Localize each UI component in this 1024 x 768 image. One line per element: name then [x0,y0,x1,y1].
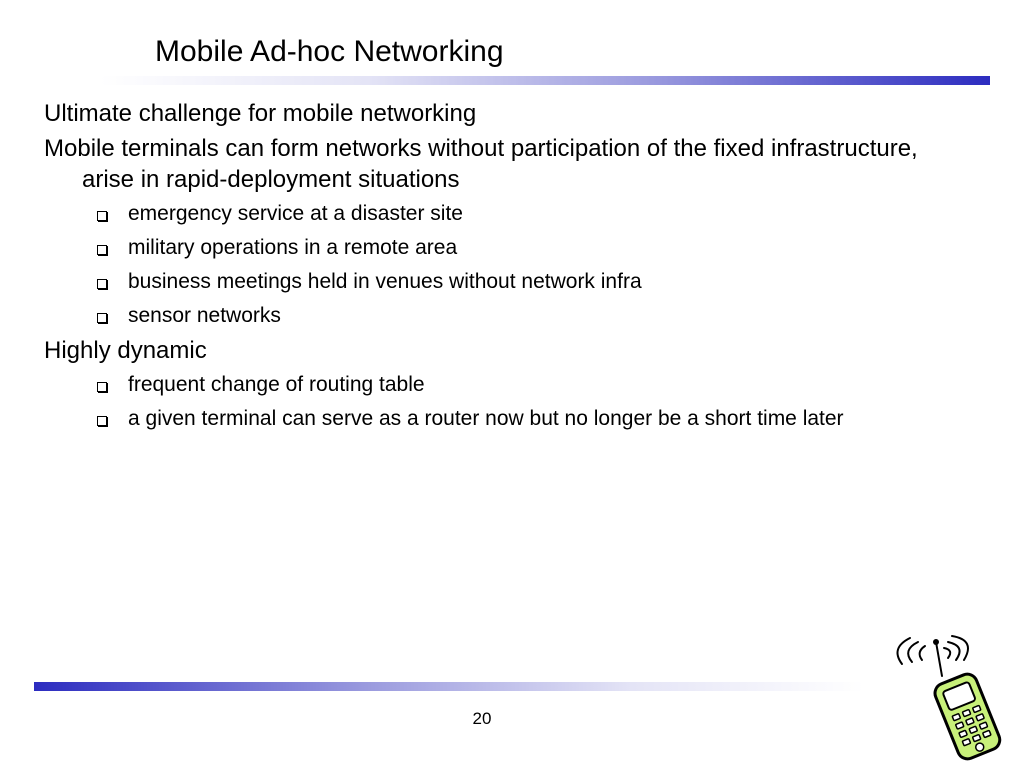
sub-bullet-text: military operations in a remote area [128,236,458,259]
square-bullet-icon [97,245,107,255]
square-bullet-icon [97,313,107,323]
bullet-point: Mobile terminals can form networks without participation of the fixed infrastructure, arise in rapid-deployment situations [44,135,918,193]
bullet-point: Ultimate challenge for mobile networking [44,100,477,127]
square-bullet-icon [97,416,107,426]
sub-bullet-text: sensor networks [128,304,281,327]
footer-rule-gradient [34,682,864,691]
square-bullet-icon [97,279,107,289]
sub-bullet-text: emergency service at a disaster site [128,202,463,225]
square-bullet-icon [97,211,107,221]
bullet-point: Highly dynamic [44,337,207,364]
mobile-phone-icon [880,628,1020,764]
sub-bullet-point [128,301,974,331]
sub-bullet-point [128,199,974,229]
page-number: 20 [472,709,492,728]
square-bullet-icon [97,382,107,392]
sub-bullet-text: business meetings held in venues without network infra [128,270,642,293]
sub-bullet-point [128,233,974,263]
slide-title: Mobile Ad-hoc Networking [155,35,504,68]
sub-bullet-point [128,404,974,434]
sub-bullet-point [128,370,974,400]
title-underline-gradient [100,76,990,85]
slide-content [44,98,974,438]
sub-bullet-text: a given terminal can serve as a router now but no longer be a short time later [128,407,844,430]
sub-bullet-point [128,267,974,297]
sub-bullet-text: frequent change of routing table [128,373,425,396]
